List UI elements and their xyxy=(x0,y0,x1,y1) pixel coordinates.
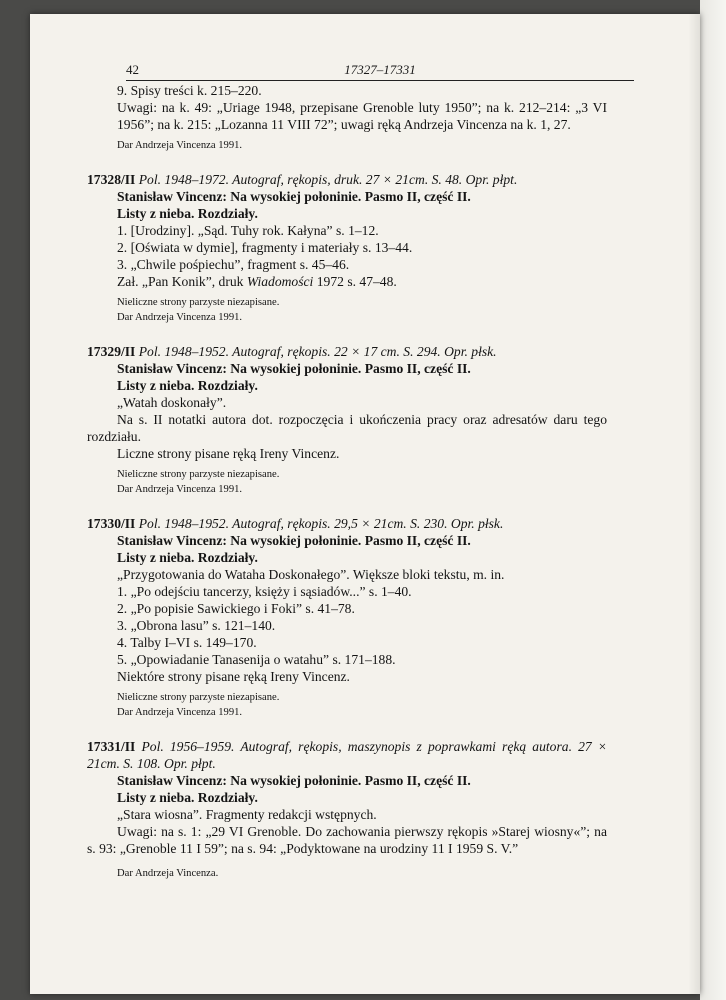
list-item: 1. „Po odejściu tancerzy, księży i sąsiadów...” s. 1–40. xyxy=(117,584,412,599)
entry-number: 17328/II xyxy=(87,172,136,187)
item-line: „Przygotowania do Wataha Doskonałego”. Większe bloki tekstu, m. in. xyxy=(117,567,505,582)
list-item: 3. „Obrona lasu” s. 121–140. xyxy=(117,618,276,633)
entry-meta: Pol. 1948–1972. Autograf, rękopis, druk. 27 × 21cm. S. 48. Opr. płpt. xyxy=(138,172,518,187)
provenance-text: Dar Andrzeja Vincenza 1991. xyxy=(117,707,243,718)
entry-number: 17331/II xyxy=(87,739,136,754)
entry-subtitle: Listy z nieba. Rozdziały. xyxy=(117,378,258,393)
entry-subtitle: Listy z nieba. Rozdziały. xyxy=(117,206,258,221)
provenance-text: Dar Andrzeja Vincenza 1991. xyxy=(117,312,243,323)
provenance-text: Dar Andrzeja Vincenza 1991. xyxy=(117,140,243,151)
entry-meta: Pol. 1956–1959. Autograf, rękopis, maszynopis z poprawkami ręką autora. 27 × 21cm. S. 108. Opr. płpt. xyxy=(87,739,607,771)
item-line: Liczne strony pisane ręką Ireny Vincenz. xyxy=(117,446,340,461)
note-text: Nieliczne strony parzyste niezapisane. xyxy=(117,297,280,308)
notes-text: Uwagi: na s. 1: „29 VI Grenoble. Do zachowania pierwszy rękopis »Starej wiosny«”; na s. 93: „Grenoble 11 I 59”; na s. 94: „Podyktowane na urodziny 11 I 1959 S. V.” xyxy=(87,824,607,856)
entry-17327-tail xyxy=(87,82,607,153)
note-text: Nieliczne strony parzyste niezapisane. xyxy=(117,469,280,480)
notes-text: Na s. II notatki autora dot. rozpoczęcia i ukończenia pracy oraz adresatów daru tego rozdziału. xyxy=(87,412,607,444)
page-header xyxy=(126,60,634,81)
entry-17330 xyxy=(87,515,607,720)
entry-17329 xyxy=(87,343,607,497)
entry-subtitle: Listy z nieba. Rozdziały. xyxy=(117,550,258,565)
entry-title: Stanisław Vincenz: Na wysokiej połoninie. Pasmo II, część II. xyxy=(117,189,471,204)
entry-17331 xyxy=(87,738,607,881)
note-text: Nieliczne strony parzyste niezapisane. xyxy=(117,692,280,703)
entry-17328 xyxy=(87,171,607,325)
list-item: 5. „Opowiadanie Tanasenija o watahu” s. 171–188. xyxy=(117,652,396,667)
entry-meta: Pol. 1948–1952. Autograf, rękopis. 29,5 × 21cm. S. 230. Opr. płsk. xyxy=(138,516,504,531)
entry-meta: Pol. 1948–1952. Autograf, rękopis. 22 × 17 cm. S. 294. Opr. płsk. xyxy=(138,344,497,359)
adjacent-page-edge xyxy=(700,0,726,1000)
attachment-line: Zał. „Pan Konik”, druk Wiadomości 1972 s. 47–48. xyxy=(117,274,397,289)
page-number: 42 xyxy=(126,62,139,77)
item-line: Niektóre strony pisane ręką Ireny Vincenz. xyxy=(117,669,350,684)
notes-text: Uwagi: na k. 49: „Uriage 1948, przepisane Grenoble luty 1950”; na k. 212–214: „3 VI 1956”; na k. 215: „Lozanna 11 VIII 72”; uwagi ręką Andrzeja Vincenza na k. 1, 27. xyxy=(117,100,607,132)
catalog-entries xyxy=(87,82,607,881)
list-item: 1. [Urodziny]. „Sąd. Tuhy rok. Kałyna” s. 1–12. xyxy=(117,223,379,238)
list-item: 3. „Chwile pośpiechu”, fragment s. 45–46. xyxy=(117,257,350,272)
provenance-text: Dar Andrzeja Vincenza 1991. xyxy=(117,484,243,495)
running-head: 17327–17331 xyxy=(344,62,416,77)
list-item: 4. Talby I–VI s. 149–170. xyxy=(117,635,257,650)
entry-title: Stanisław Vincenz: Na wysokiej połoninie. Pasmo II, część II. xyxy=(117,361,471,376)
entry-number: 17330/II xyxy=(87,516,136,531)
list-item: 2. „Po popisie Sawickiego i Foki” s. 41–78. xyxy=(117,601,355,616)
entry-number: 17329/II xyxy=(87,344,136,359)
entry-subtitle: Listy z nieba. Rozdziały. xyxy=(117,790,258,805)
entry-title: Stanisław Vincenz: Na wysokiej połoninie. Pasmo II, część II. xyxy=(117,533,471,548)
entry-title: Stanisław Vincenz: Na wysokiej połoninie. Pasmo II, część II. xyxy=(117,773,471,788)
list-item: 2. [Oświata w dymie], fragmenty i materiały s. 13–44. xyxy=(117,240,413,255)
item-line: „Stara wiosna”. Fragmenty redakcji wstępnych. xyxy=(117,807,377,822)
item-line: „Watah doskonały”. xyxy=(117,395,227,410)
list-item: 9. Spisy treści k. 215–220. xyxy=(117,83,262,98)
provenance-text: Dar Andrzeja Vincenza. xyxy=(117,868,219,879)
